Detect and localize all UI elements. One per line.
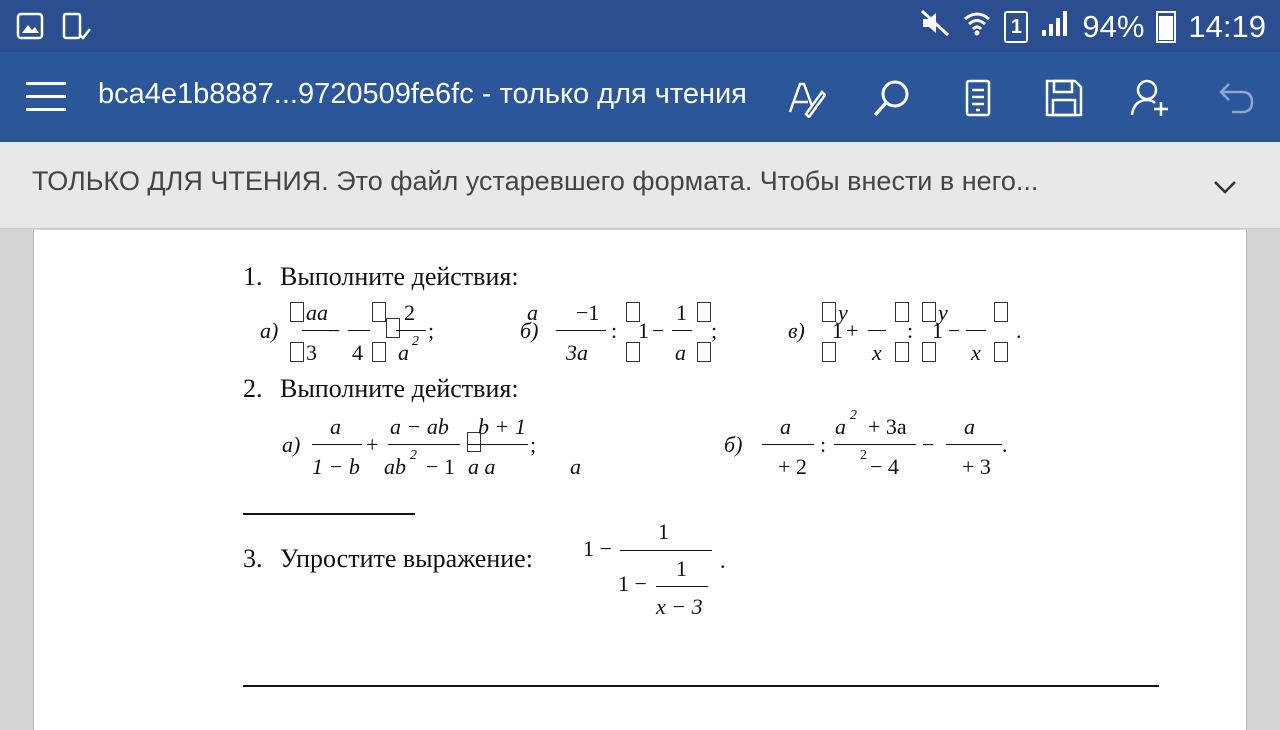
missing-glyph-box bbox=[994, 302, 1008, 322]
task1v-one1: 1 bbox=[832, 318, 843, 343]
task3-inner-den: x − 3 bbox=[656, 594, 703, 619]
task1a-num1: aa bbox=[306, 300, 328, 325]
task1b-num2: 1 bbox=[676, 300, 687, 325]
task2-text: Выполните действия: bbox=[280, 374, 519, 403]
task3-one: 1 − bbox=[583, 536, 612, 561]
task2-number: 2. bbox=[243, 374, 263, 403]
fraction-bar bbox=[966, 330, 986, 331]
chevron-down-icon[interactable] bbox=[1210, 172, 1240, 202]
missing-glyph-box bbox=[922, 342, 936, 362]
task2b-minus: − bbox=[922, 432, 935, 457]
task2a-den2a: ab bbox=[384, 454, 406, 479]
fraction-bar bbox=[388, 444, 460, 445]
battery-icon bbox=[1156, 11, 1176, 43]
status-bar bbox=[0, 0, 1280, 52]
task2a-den3: a a bbox=[468, 454, 496, 479]
task1v-label: в) bbox=[788, 318, 805, 343]
task2a-num3: b + 1 bbox=[478, 414, 526, 439]
task1b-minus: − bbox=[652, 318, 665, 343]
sim-badge: 1 bbox=[1004, 11, 1028, 43]
task1v-y2: y bbox=[938, 300, 948, 325]
task2b-den1: + 2 bbox=[778, 454, 807, 479]
task1v-colon: : bbox=[907, 318, 914, 343]
task1b-den1: 3a bbox=[566, 340, 588, 365]
missing-glyph-box bbox=[372, 302, 386, 322]
clock: 14:19 bbox=[1188, 9, 1266, 44]
task1v-x1: x bbox=[872, 340, 882, 365]
undo-icon[interactable] bbox=[1212, 74, 1260, 122]
task2a-num2: a − ab bbox=[390, 414, 449, 439]
task2b-colon: : bbox=[820, 432, 827, 457]
task2b-num2b: + 3a bbox=[868, 414, 907, 439]
missing-glyph-box bbox=[895, 342, 909, 362]
task1a-label: а) bbox=[260, 318, 279, 343]
pen-icon[interactable] bbox=[782, 74, 830, 122]
banner-text: ТОЛЬКО ДЛЯ ЧТЕНИЯ. Это файл устаревшего формата. Чтобы внести в него... bbox=[32, 166, 1039, 196]
missing-glyph-box bbox=[290, 342, 304, 362]
task2a-plus: + bbox=[366, 432, 379, 457]
fraction-bar bbox=[672, 330, 692, 331]
fraction-bar bbox=[620, 550, 712, 551]
fraction-bar bbox=[656, 586, 708, 587]
battery-percent: 94% bbox=[1082, 9, 1145, 44]
task1b-colon: : bbox=[611, 318, 618, 343]
fraction-bar bbox=[348, 330, 370, 331]
task3-inner-num: 1 bbox=[676, 556, 687, 581]
fraction-bar bbox=[762, 444, 814, 445]
task1b-label: б) bbox=[520, 318, 539, 343]
task1v-minus: − bbox=[948, 318, 961, 343]
short-separator-line bbox=[243, 513, 415, 515]
long-separator-line bbox=[243, 685, 1159, 687]
task1b-end: ; bbox=[711, 318, 718, 343]
task1a-end: ; bbox=[428, 318, 435, 343]
fraction-bar bbox=[946, 444, 1002, 445]
task1a-den3-exp: 2 bbox=[412, 334, 419, 349]
task2a-label: а) bbox=[282, 432, 301, 457]
task2a-den1: 1 − b bbox=[312, 454, 360, 479]
task3-inner-one: 1 − bbox=[618, 571, 647, 596]
gallery-notification-icon bbox=[16, 12, 44, 46]
document-title: bca4e1b8887...9720509fe6fc - только для чтения bbox=[98, 78, 747, 110]
task2a-den2b: − 1 bbox=[426, 454, 455, 479]
document-page[interactable] bbox=[33, 230, 1247, 730]
task1a-num3: 2 bbox=[404, 300, 415, 325]
task1a-den3: a bbox=[398, 340, 409, 365]
task1v-x2: x bbox=[971, 340, 981, 365]
task2a-end: ; bbox=[530, 432, 537, 457]
hamburger-menu-icon[interactable] bbox=[26, 82, 66, 112]
missing-glyph-box bbox=[822, 342, 836, 362]
task2a-num1: a bbox=[330, 414, 341, 439]
mute-icon bbox=[920, 8, 950, 46]
task2b-label: б) bbox=[724, 432, 743, 457]
fraction-bar bbox=[312, 444, 362, 445]
task1-text: Выполните действия: bbox=[280, 262, 519, 291]
task2a-stray: a bbox=[570, 454, 581, 479]
task1v-y1: y bbox=[838, 300, 848, 325]
read-only-banner[interactable] bbox=[0, 142, 1280, 229]
wifi-icon bbox=[962, 8, 992, 46]
fraction-bar bbox=[834, 444, 916, 445]
missing-glyph-box bbox=[697, 302, 711, 322]
task1-number: 1. bbox=[243, 262, 263, 291]
task1v-one2: 1 bbox=[932, 318, 943, 343]
app-bar bbox=[0, 52, 1280, 142]
task1b-one: 1 bbox=[638, 318, 649, 343]
fraction-bar bbox=[396, 330, 426, 331]
missing-glyph-box bbox=[386, 318, 400, 338]
task1b-top: a bbox=[527, 300, 538, 325]
missing-glyph-box bbox=[626, 342, 640, 362]
missing-glyph-box bbox=[697, 342, 711, 362]
task1v-end: . bbox=[1016, 318, 1022, 343]
task1b-num1: −1 bbox=[576, 300, 600, 325]
task2b-den2-exp: 2 bbox=[860, 448, 867, 463]
task2b-num2: a bbox=[835, 414, 846, 439]
task2b-den2: − 4 bbox=[870, 454, 899, 479]
missing-glyph-box bbox=[994, 342, 1008, 362]
task1a-den1: 3 bbox=[306, 340, 317, 365]
document-content bbox=[34, 230, 1246, 720]
fraction-bar bbox=[868, 330, 886, 331]
fraction-bar bbox=[556, 330, 606, 331]
reading-view-icon[interactable] bbox=[954, 74, 1002, 122]
share-person-icon[interactable] bbox=[1126, 74, 1174, 122]
fraction-bar bbox=[468, 444, 528, 445]
task2b-num3: a bbox=[964, 414, 975, 439]
task1v-plus: + bbox=[846, 318, 859, 343]
missing-glyph-box bbox=[372, 342, 386, 362]
task2b-num2-exp: 2 bbox=[850, 408, 857, 423]
task1a-op1: − bbox=[328, 318, 341, 343]
task2b-end: . bbox=[1002, 432, 1008, 457]
missing-glyph-box bbox=[290, 302, 304, 322]
task3-text: Упростите выражение: bbox=[280, 544, 533, 573]
task3-num: 1 bbox=[658, 519, 669, 544]
device-check-notification-icon bbox=[62, 12, 92, 46]
task1a-den2: 4 bbox=[352, 340, 363, 365]
save-icon[interactable] bbox=[1040, 74, 1088, 122]
task2a-den2-exp: 2 bbox=[410, 448, 417, 463]
task3-number: 3. bbox=[243, 544, 263, 573]
task1b-den2: a bbox=[675, 340, 686, 365]
signal-icon bbox=[1040, 8, 1070, 46]
search-icon[interactable] bbox=[868, 74, 916, 122]
task2b-den3: + 3 bbox=[962, 454, 991, 479]
task3-end: . bbox=[720, 548, 726, 573]
task2b-num1: a bbox=[780, 414, 791, 439]
